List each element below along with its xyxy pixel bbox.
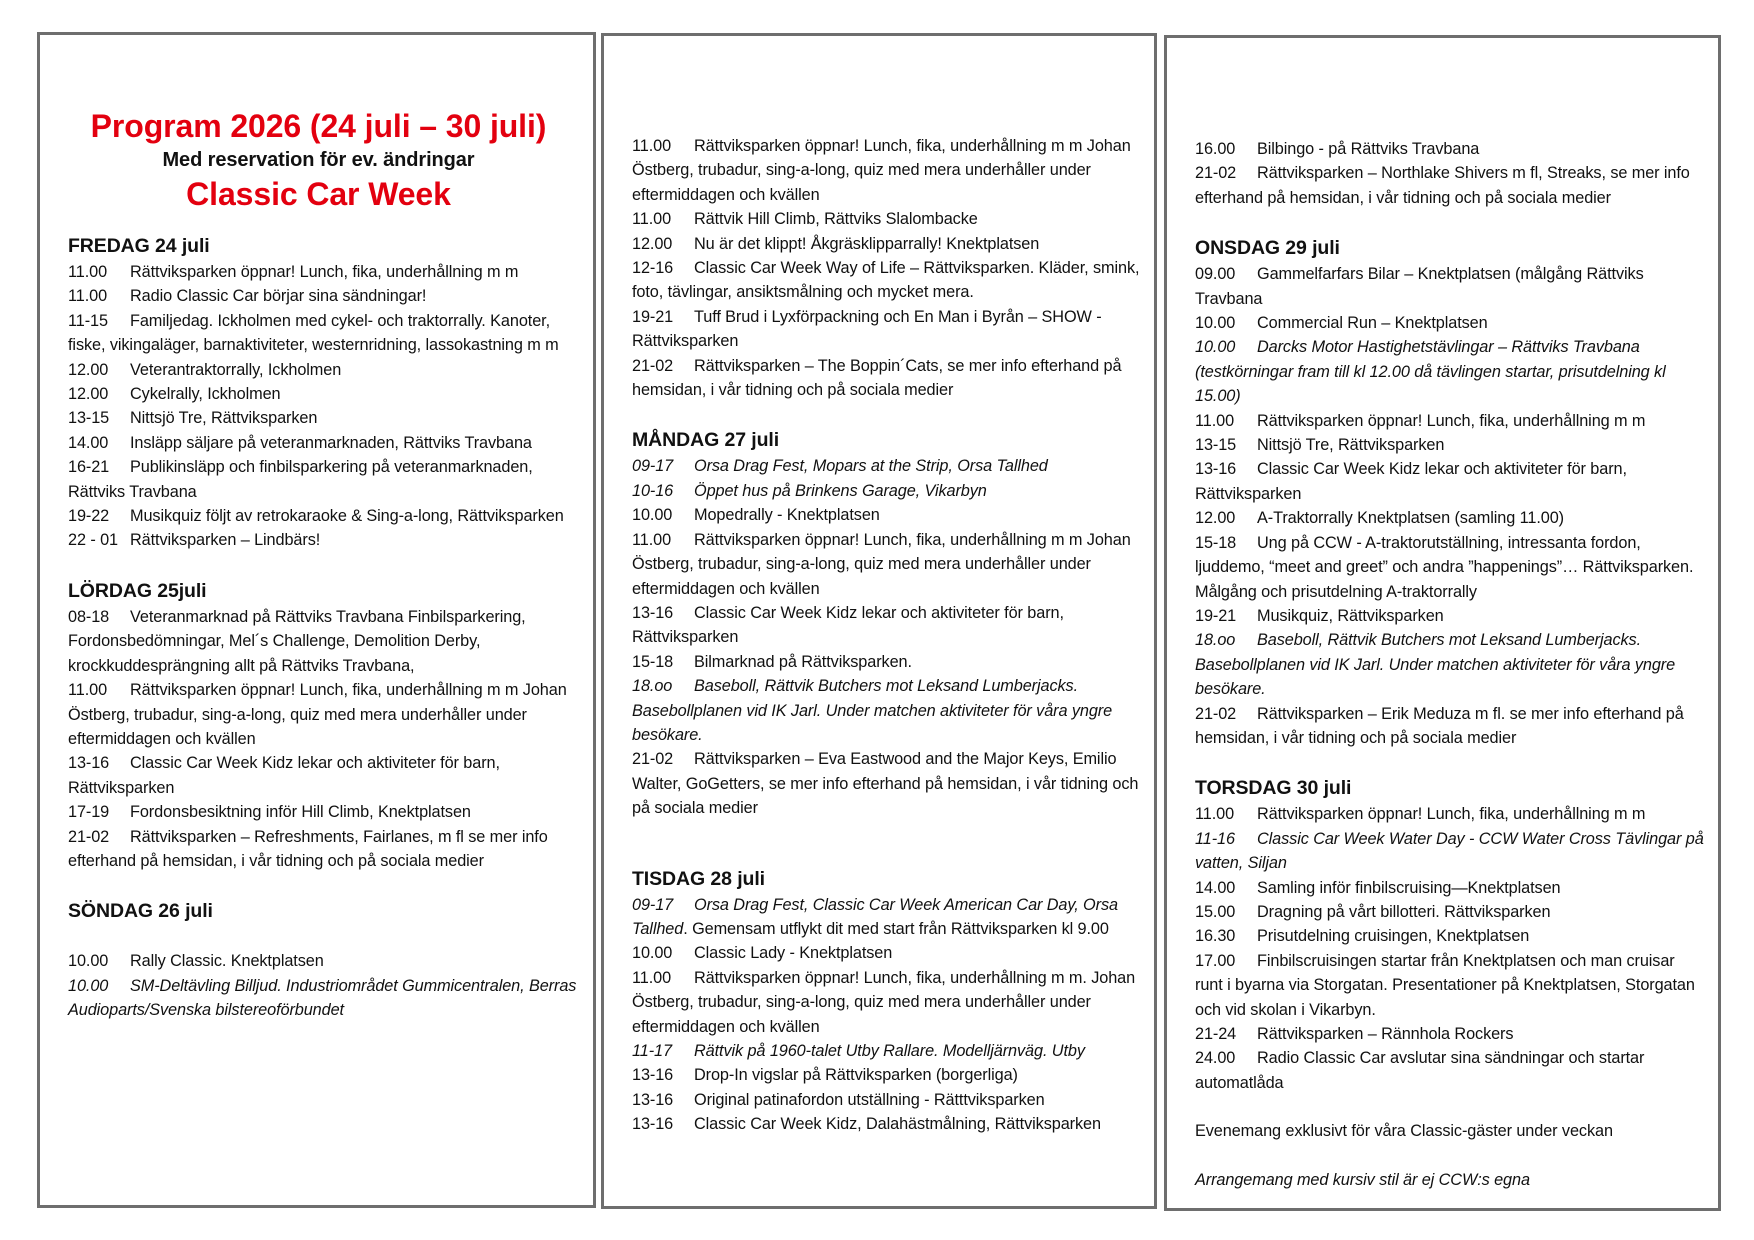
event-time: 13-16	[1195, 460, 1237, 479]
event-item	[1195, 949, 1704, 1022]
event-description: Classic Car Week Kidz lekar och aktiviteter för barn, Rättviksparken	[632, 603, 1064, 647]
event-description: Rättviksparken öppnar! Lunch, fika, underhållning m m Johan Östberg, trubadur, sing-a-long, quiz med mera underhåller under eftermiddagen och kvällen	[632, 137, 1131, 204]
event-item	[1195, 827, 1704, 876]
event-item	[632, 1088, 1140, 1112]
event-time: 16-21	[68, 458, 110, 477]
event-time: 19-21	[1195, 606, 1237, 625]
day-heading-onsdag: ONSDAG 29 juli	[1195, 237, 1340, 260]
event-description: Radio Classic Car avslutar sina sändningar och startar automatlåda	[1195, 1049, 1645, 1092]
event-time: 13-16	[68, 754, 110, 773]
event-description: Classic Car Week Kidz lekar och aktiviteter för barn, Rättviksparken	[1195, 460, 1627, 503]
day-events-tisdag-part2	[1195, 137, 1704, 210]
event-item	[632, 650, 1140, 674]
event-description: Finbilscruisingen startar från Knektplatsen och man cruisar runt i byarna via Storgatan. Presentationer på Knektplatsen, Storgatan och vid skolan i Vikarbyn.	[1195, 951, 1695, 1019]
event-time: 24.00	[1195, 1049, 1236, 1068]
event-time: 10.00	[1195, 338, 1236, 357]
event-time: 22 - 01	[68, 531, 118, 550]
event-item	[68, 825, 579, 874]
event-item	[632, 601, 1140, 650]
event-item	[1195, 900, 1704, 924]
day-events-mandag	[632, 454, 1140, 820]
italic-legend-note: Arrangemang med kursiv stil är ej CCW:s egna	[1195, 1170, 1530, 1189]
event-brand-title: Classic Car Week	[186, 176, 451, 212]
event-time: 15-18	[1195, 533, 1237, 552]
event-item	[632, 1112, 1140, 1136]
program-panel-3	[1164, 35, 1721, 1211]
event-time: 18.oo	[1195, 631, 1236, 650]
event-time: 11.00	[1195, 805, 1235, 824]
event-item	[1195, 531, 1704, 604]
event-description: Bilmarknad på Rättviksparken.	[694, 652, 912, 671]
event-description: Orsa Drag Fest, Mopars at the Strip, Orsa Tallhed	[694, 457, 1048, 476]
event-item	[1195, 604, 1704, 628]
event-item	[632, 232, 1140, 256]
event-description: Gammelfarfars Bilar – Knektplatsen (målgång Rättviks Travbana	[1195, 265, 1644, 308]
event-time: 11.00	[632, 210, 672, 229]
event-time: 11.00	[632, 968, 672, 987]
event-description: Musikquiz följt av retrokaraoke & Sing-a-long, Rättviksparken	[130, 507, 564, 526]
event-description: Rättviksparken – The Boppin´Cats, se mer info efterhand på hemsidan, i vår tidning och på sociala medier	[632, 356, 1122, 400]
event-time: 21-24	[1195, 1025, 1237, 1043]
day-events-fredag	[68, 260, 579, 553]
day-heading-sondag: SÖNDAG 26 juli	[68, 900, 213, 923]
event-item	[1195, 335, 1704, 408]
event-time: 19-22	[68, 507, 110, 526]
event-item	[1195, 1046, 1704, 1095]
day-heading-lordag: LÖRDAG 25juli	[68, 579, 207, 602]
event-time: 11.00	[68, 287, 108, 306]
event-item	[1195, 433, 1704, 457]
event-description: Radio Classic Car börjar sina sändningar!	[130, 287, 427, 306]
event-item	[632, 674, 1140, 747]
event-description: Rättviksparken öppnar! Lunch, fika, underhållning m m	[1257, 411, 1646, 430]
event-item	[1195, 137, 1704, 161]
event-item	[68, 949, 579, 973]
event-item	[68, 528, 579, 552]
event-description: Fordonsbesiktning inför Hill Climb, Knektplatsen	[130, 803, 471, 822]
event-item	[68, 309, 579, 358]
event-description: Rättviksparken öppnar! Lunch, fika, underhållning m m. Johan Östberg, trubadur, sing-a-long, quiz med mera underhåller under eftermiddagen och kvällen	[632, 968, 1136, 1036]
event-description: Nittsjö Tre, Rättviksparken	[130, 409, 318, 428]
event-item	[632, 454, 1140, 478]
day-events-sondag-part2	[632, 134, 1140, 402]
event-time: 19-21	[632, 307, 674, 326]
event-time: 10.00	[632, 506, 673, 525]
event-time: 10-16	[632, 481, 674, 500]
event-item	[68, 431, 579, 455]
event-description: Öppet hus på Brinkens Garage, Vikarbyn	[694, 481, 987, 500]
event-item	[1195, 702, 1704, 751]
event-time: 09-17	[632, 895, 674, 914]
event-item	[632, 966, 1140, 1039]
event-time: 11.00	[68, 263, 108, 281]
event-description: Rättviksparken – Rännhola Rockers	[1257, 1025, 1514, 1043]
event-item	[1195, 506, 1704, 530]
event-item	[68, 382, 579, 406]
event-description: Rättvik på 1960-talet Utby Rallare. Modelljärnväg. Utby	[694, 1042, 1085, 1060]
event-description: Cykelrally, Ickholmen	[130, 385, 281, 404]
event-item	[1195, 457, 1704, 506]
event-time: 13-15	[1195, 436, 1237, 455]
event-description: Insläpp säljare på veteranmarknaden, Rättviks Travbana	[130, 433, 532, 452]
event-description: Classic Lady - Knektplatsen	[694, 944, 893, 963]
event-item	[1195, 1022, 1704, 1046]
event-description: Rättviksparken öppnar! Lunch, fika, underhållning m m Johan Östberg, trubadur, sing-a-long, quiz med mera underhåller under eftermiddagen och kvällen	[68, 681, 567, 748]
event-description: Bilbingo - på Rättviks Travbana	[1257, 140, 1480, 158]
day-heading-mandag: MÅNDAG 27 juli	[632, 429, 780, 452]
event-item	[68, 284, 579, 308]
event-description: Publikinsläpp och finbilsparkering på veteranmarknaden, Rättviks Travbana	[68, 458, 533, 501]
event-description: Drop-In vigslar på Rättviksparken (borgerliga)	[694, 1066, 1018, 1085]
program-panel-2	[601, 33, 1157, 1209]
day-heading-fredag: FREDAG 24 juli	[68, 235, 210, 257]
event-description: Ung på CCW - A-traktorutställning, intressanta fordon, ljuddemo, “meet and greet” och andra ”happenings”… Rättviksparken. Målgång och prisutdelning A-traktorrally	[1195, 533, 1694, 601]
day-events-onsdag	[1195, 262, 1704, 750]
event-time: 13-16	[632, 1115, 674, 1134]
event-item	[68, 455, 579, 504]
event-item	[1195, 876, 1704, 900]
event-time: 08-18	[68, 607, 110, 626]
event-description: Mopedrally - Knektplatsen	[694, 506, 880, 525]
event-item	[632, 747, 1140, 820]
event-item	[68, 605, 579, 678]
event-item	[1195, 262, 1704, 311]
program-title: Program 2026 (24 juli – 30 juli)	[90, 108, 547, 144]
event-description: Rättviksparken öppnar! Lunch, fika, underhållning m m	[130, 263, 519, 281]
event-time: 11.00	[68, 681, 108, 700]
event-item	[632, 893, 1140, 942]
event-item	[1195, 802, 1704, 826]
day-events-sondag-part1	[68, 949, 579, 1022]
event-description: Classic Car Week Water Day - CCW Water Cross Tävlingar på vatten, Siljan	[1195, 829, 1704, 873]
event-item	[1195, 161, 1704, 210]
day-events-lordag	[68, 605, 579, 873]
event-time: 18.oo	[632, 677, 673, 696]
event-time: 12.00	[68, 360, 109, 379]
event-description: Rättviksparken öppnar! Lunch, fika, underhållning m m	[1257, 805, 1646, 824]
event-time: 21-02	[1195, 164, 1237, 183]
event-time: 14.00	[1195, 878, 1236, 897]
event-description: Veteranmarknad på Rättviks Travbana Finbilsparkering, Fordonsbedömningar, Mel´s Challenge, Demolition Derby, krockkuddesprängning allt på Rättviks Travbana,	[68, 607, 526, 675]
event-time: 11-16	[1195, 829, 1235, 848]
event-description: A-Traktorrally Knektplatsen (samling 11.00)	[1257, 509, 1564, 528]
event-description: Orsa Drag Fest, Classic Car Week American Car Day, Orsa Tallhed	[632, 895, 1118, 938]
event-item	[632, 1039, 1140, 1063]
event-time: 11.00	[632, 137, 672, 155]
event-item	[632, 305, 1140, 354]
event-description: Rättviksparken – Lindbärs!	[130, 531, 321, 550]
day-events-torsdag	[1195, 802, 1704, 1095]
event-description: Musikquiz, Rättviksparken	[1257, 606, 1444, 625]
event-item	[68, 358, 579, 382]
event-item	[632, 1063, 1140, 1087]
event-time: 11-15	[68, 311, 108, 330]
event-description: Classic Car Week Kidz lekar och aktiviteter för barn, Rättviksparken	[68, 754, 500, 797]
day-events-tisdag-part1	[632, 893, 1140, 1137]
event-description: Rättviksparken – Eva Eastwood and the Major Keys, Emilio Walter, GoGetters, se mer info efterhand på hemsidan, i vår tidning och på sociala medier	[632, 750, 1139, 818]
event-time: 15-18	[632, 652, 674, 671]
event-time: 10.00	[68, 976, 109, 995]
event-item	[68, 406, 579, 430]
event-item	[632, 941, 1140, 965]
event-description: Dragning på vårt billotteri. Rättviksparken	[1257, 902, 1551, 921]
event-time: 14.00	[68, 433, 109, 452]
event-time: 11.00	[1195, 411, 1235, 430]
day-heading-tisdag: TISDAG 28 juli	[632, 867, 765, 890]
event-time: 13-16	[632, 603, 674, 622]
event-item	[632, 479, 1140, 503]
event-description: Samling inför finbilscruising—Knektplatsen	[1257, 878, 1561, 897]
event-time: 21-02	[1195, 704, 1237, 723]
event-time: 11-17	[632, 1042, 672, 1060]
event-description: Rättvik Hill Climb, Rättviks Slalombacke	[694, 210, 978, 229]
event-item	[68, 800, 579, 824]
event-item	[68, 974, 579, 1023]
event-item	[632, 134, 1140, 207]
event-time: 12-16	[632, 259, 674, 278]
event-time: 17-19	[68, 803, 110, 822]
event-description: Darcks Motor Hastighetstävlingar – Rättviks Travbana (testkörningar fram till kl 12.00 då tävlingen startar, prisutdelning kl 15.00)	[1195, 338, 1666, 406]
event-time: 09-17	[632, 457, 674, 476]
event-time: 16.30	[1195, 927, 1236, 946]
event-time: 13-15	[68, 409, 110, 428]
event-time: 21-02	[632, 356, 674, 375]
event-time: 21-02	[68, 827, 110, 846]
event-item	[68, 751, 579, 800]
reservation-subtitle: Med reservation för ev. ändringar	[162, 149, 475, 171]
program-panel-1	[37, 32, 596, 1208]
event-description: Baseboll, Rättvik Butchers mot Leksand Lumberjacks. Basebollplanen vid IK Jarl. Under matchen aktiviteter för våra yngre besökare.	[632, 677, 1113, 744]
event-time: 16.00	[1195, 140, 1236, 158]
event-item	[1195, 924, 1704, 948]
event-time: 17.00	[1195, 951, 1236, 970]
event-time: 12.00	[68, 385, 109, 404]
event-description: Original patinafordon utställning - Rätttviksparken	[694, 1090, 1045, 1109]
event-time: 10.00	[68, 952, 109, 971]
event-item	[68, 504, 579, 528]
event-description: Rättviksparken – Northlake Shivers m fl, Streaks, se mer info efterhand på hemsidan, i vår tidning och på sociala medier	[1195, 164, 1690, 207]
event-description: Commercial Run – Knektplatsen	[1257, 314, 1488, 333]
event-time: 21-02	[632, 750, 674, 769]
event-time: 11.00	[632, 530, 672, 549]
event-item	[632, 256, 1140, 305]
event-description: Prisutdelning cruisingen, Knektplatsen	[1257, 927, 1530, 946]
event-item	[1195, 409, 1704, 433]
event-item	[68, 260, 579, 284]
event-time: 12.00	[632, 234, 673, 253]
event-time: 09.00	[1195, 265, 1236, 284]
event-item	[632, 207, 1140, 231]
event-description: Tuff Brud i Lyxförpackning och En Man i Byrån – SHOW - Rättviksparken	[632, 307, 1102, 351]
event-item	[68, 678, 579, 751]
event-time: 10.00	[1195, 314, 1236, 333]
event-description: Rally Classic. Knektplatsen	[130, 952, 324, 971]
exclusive-events-note: Evenemang exklusivt för våra Classic-gäster under veckan	[1195, 1122, 1613, 1141]
event-description: Rättviksparken – Erik Meduza m fl. se mer info efterhand på hemsidan, i vår tidning och på sociala medier	[1195, 704, 1684, 747]
event-description: Rättviksparken öppnar! Lunch, fika, underhållning m m Johan Östberg, trubadur, sing-a-long, quiz med mera underhåller under eftermiddagen och kvällen	[632, 530, 1131, 598]
event-description: Baseboll, Rättvik Butchers mot Leksand Lumberjacks. Basebollplanen vid IK Jarl. Under matchen aktiviteter för våra yngre besökare.	[1195, 631, 1676, 699]
event-time: 12.00	[1195, 509, 1236, 528]
event-time: 15.00	[1195, 902, 1236, 921]
event-description: Classic Car Week Kidz, Dalahästmålning, Rättviksparken	[694, 1115, 1101, 1134]
event-description: Rättviksparken – Refreshments, Fairlanes, m fl se mer info efterhand på hemsidan, i vår tidning och på sociala medier	[68, 827, 548, 870]
day-heading-torsdag: TORSDAG 30 juli	[1195, 777, 1352, 800]
event-item	[632, 354, 1140, 403]
event-time: 13-16	[632, 1066, 674, 1085]
event-item	[632, 528, 1140, 601]
event-description: Classic Car Week Way of Life – Rättviksparken. Kläder, smink, foto, tävlingar, ansiktsmålning och mycket mera.	[632, 259, 1140, 302]
event-item	[1195, 311, 1704, 335]
event-description: SM-Deltävling Billjud. Industriområdet Gummicentralen, Berras Audioparts/Svenska bilstereoförbundet	[68, 976, 577, 1020]
event-description: Familjedag. Ickholmen med cykel- och traktorrally. Kanoter, fiske, vikingaläger, barnaktiviteter, westernridning, lassokastning m m	[68, 311, 559, 355]
event-description-suffix: . Gemensam utflykt dit med start från Rättviksparken kl 9.00	[683, 919, 1109, 938]
event-description: Veterantraktorrally, Ickholmen	[130, 360, 342, 379]
event-item	[632, 503, 1140, 527]
event-time: 13-16	[632, 1090, 674, 1109]
event-item	[1195, 628, 1704, 701]
event-time: 10.00	[632, 944, 673, 963]
event-description: Nittsjö Tre, Rättviksparken	[1257, 436, 1445, 455]
event-description: Nu är det klippt! Åkgräsklipparrally! Knektplatsen	[694, 234, 1040, 253]
